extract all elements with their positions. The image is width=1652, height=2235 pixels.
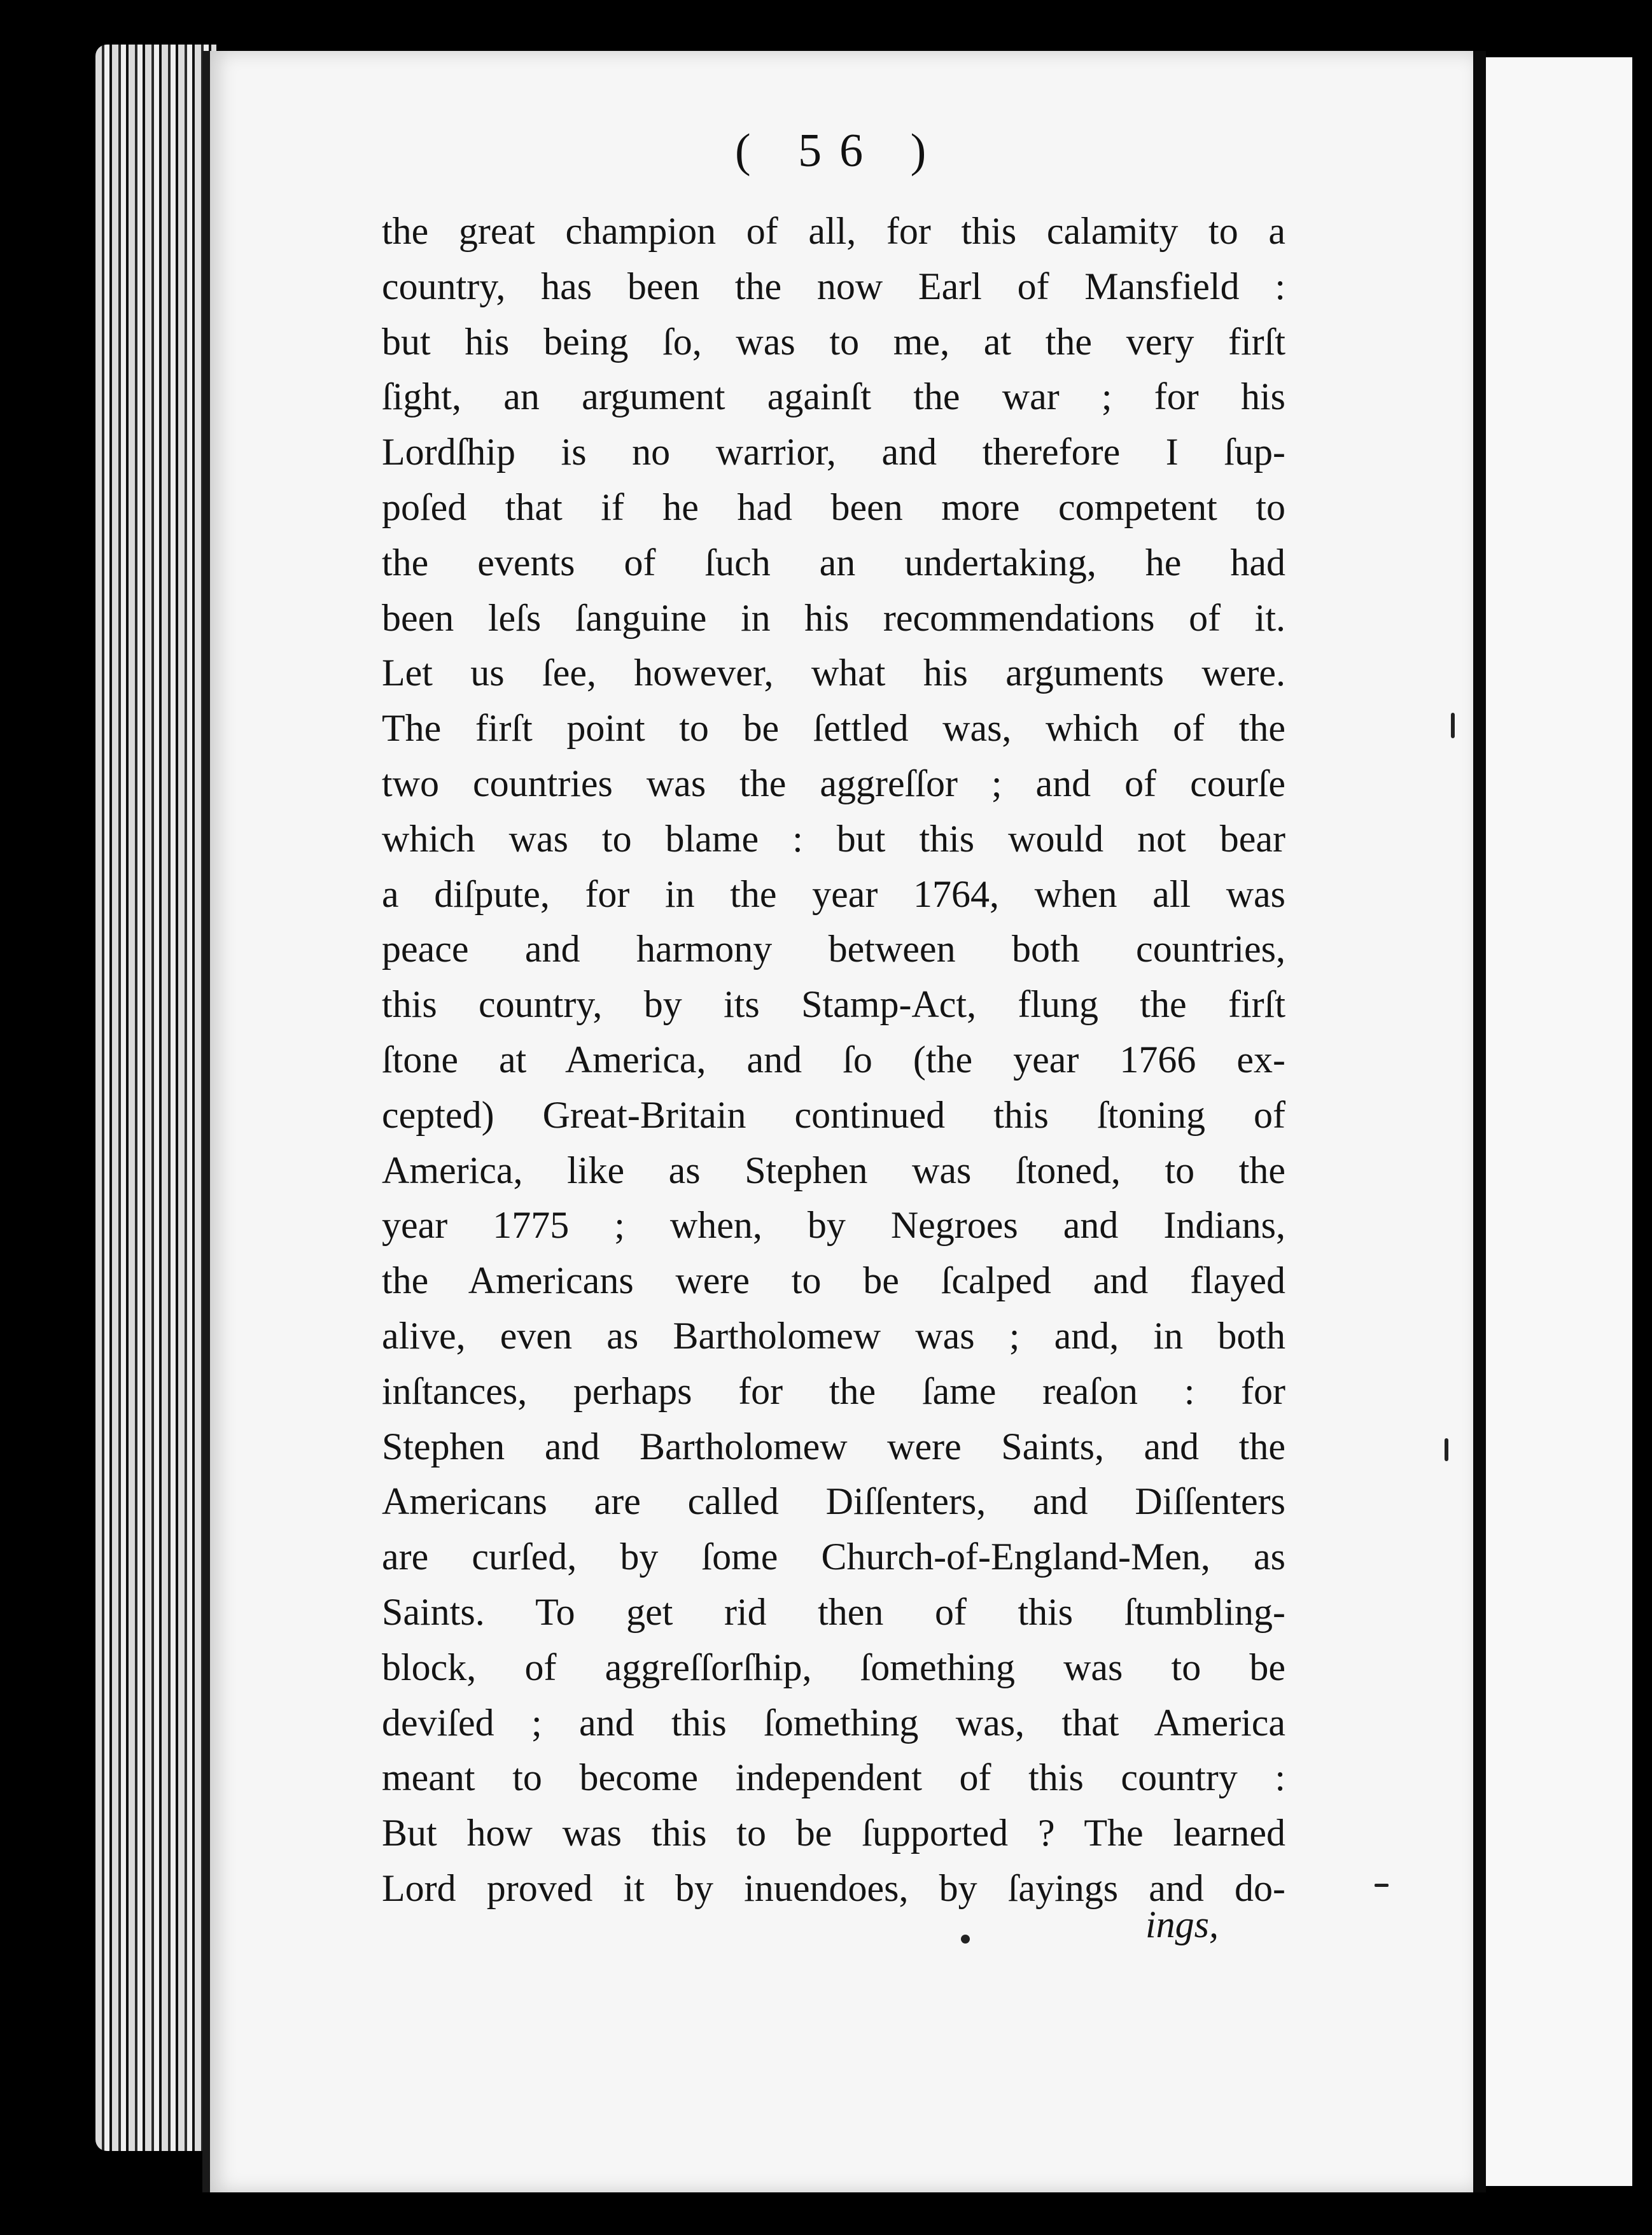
text-line: Stephen and Bartholomew were Saints, and the: [382, 1425, 1285, 1468]
text-line: year 1775 ; when, by Negroes and Indians,: [382, 1204, 1285, 1247]
text-line: the events of ſuch an undertaking, he had: [382, 541, 1285, 584]
text-line: meant to become independent of this country :: [382, 1756, 1285, 1799]
text-line: country, has been the now Earl of Mansfield :: [382, 265, 1285, 307]
book-gutter: [1473, 51, 1486, 2192]
ink-speck: [961, 1935, 970, 1944]
text-line: cepted) Great-Britain continued this ſtoning of: [382, 1093, 1285, 1136]
text-line: The firſt point to be ſettled was, which of the: [382, 707, 1285, 750]
text-line: are curſed, by ſome Church-of-England-Men, as: [382, 1536, 1285, 1578]
text-line: this country, by its Stamp-Act, flung the firſt: [382, 983, 1285, 1026]
text-line: peace and harmony between both countries,: [382, 928, 1285, 970]
ink-speck: [1375, 1884, 1389, 1887]
text-line: deviſed ; and this ſomething was, that America: [382, 1701, 1285, 1744]
text-line: a diſpute, for in the year 1764, when all was: [382, 872, 1285, 915]
text-line: block, of aggreſſorſhip, ſomething was to be: [382, 1646, 1285, 1688]
page-number: ( 56 ): [735, 125, 944, 177]
page-body-text: [382, 204, 1285, 1916]
text-line: America, like as Stephen was ſtoned, to the: [382, 1149, 1285, 1191]
book-binding-edge: [95, 45, 216, 2151]
text-line: which was to blame : but this would not bear: [382, 817, 1285, 860]
catchword: ings,: [1145, 1903, 1219, 1945]
text-line: ſtone at America, and ſo (the year 1766 ex-: [382, 1038, 1285, 1081]
text-line: Let us ſee, however, what his arguments were.: [382, 652, 1285, 694]
text-line: poſed that if he had been more competent to: [382, 486, 1285, 528]
text-line: Saints. To get rid then of this ſtumbling-: [382, 1590, 1285, 1633]
ink-speck: [1445, 1438, 1448, 1461]
text-line: Lord proved it by inuendoes, by ſayings and do-: [382, 1867, 1285, 1909]
text-line: two countries was the aggreſſor ; and of courſe: [382, 762, 1285, 804]
facing-page: [1486, 57, 1632, 2186]
text-line: Lordſhip is no warrior, and therefore I ſup-: [382, 431, 1285, 473]
text-line: alive, even as Bartholomew was ; and, in both: [382, 1314, 1285, 1357]
text-line: inſtances, perhaps for the ſame reaſon : for: [382, 1370, 1285, 1412]
text-line: ſight, an argument againſt the war ; for his: [382, 375, 1285, 418]
text-line: the Americans were to be ſcalped and flayed: [382, 1259, 1285, 1302]
text-line: but his being ſo, was to me, at the very firſt: [382, 320, 1285, 363]
ink-speck: [1451, 713, 1455, 738]
text-line: Americans are called Diſſenters, and Diſſenters: [382, 1480, 1285, 1523]
text-line: been leſs ſanguine in his recommendations of it.: [382, 596, 1285, 639]
text-line: the great champion of all, for this calamity to a: [382, 210, 1285, 252]
text-line: But how was this to be ſupported ? The learned: [382, 1812, 1285, 1854]
